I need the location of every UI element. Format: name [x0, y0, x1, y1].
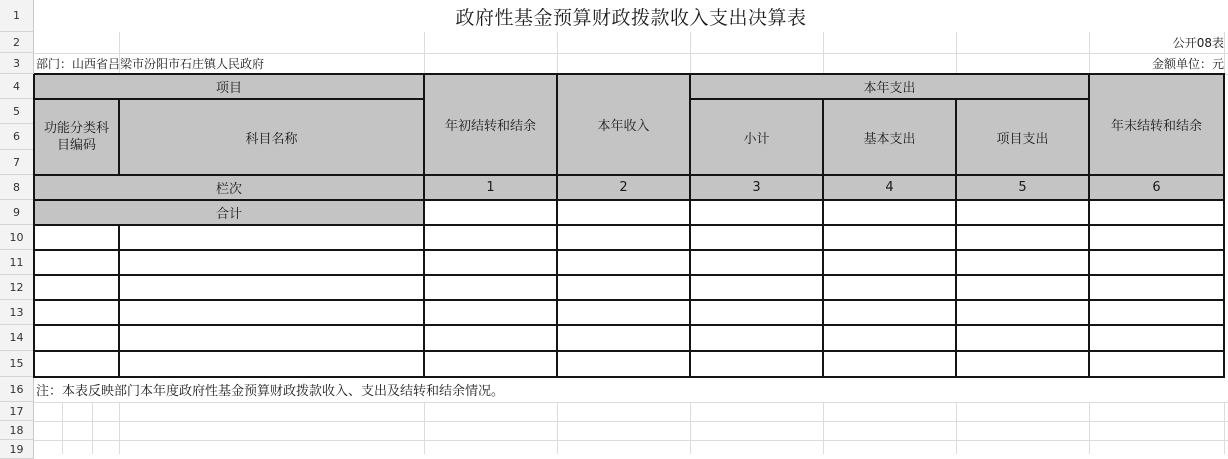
border-line [690, 98, 1090, 100]
border-line [423, 74, 425, 378]
data-cell[interactable] [34, 250, 119, 275]
grid-line [1224, 32, 1225, 74]
header-current-expense: 本年支出 [690, 74, 1089, 99]
data-cell[interactable] [34, 300, 119, 325]
row-number[interactable]: 11 [0, 250, 34, 275]
data-cell[interactable] [34, 275, 119, 300]
row-number[interactable]: 5 [0, 99, 34, 124]
data-cell[interactable] [557, 300, 690, 325]
data-cell[interactable] [690, 275, 823, 300]
department-label: 部门：山西省吕梁市汾阳市石庄镇人民政府 [36, 57, 265, 71]
data-cell[interactable] [823, 300, 956, 325]
border-line [34, 274, 1225, 276]
row-number[interactable]: 16 [0, 377, 34, 402]
row-number[interactable]: 13 [0, 300, 34, 325]
row-number[interactable]: 8 [0, 175, 34, 200]
data-cell[interactable] [424, 225, 557, 250]
grid-line [62, 402, 63, 454]
data-cell[interactable] [119, 275, 424, 300]
data-cell[interactable] [119, 351, 424, 377]
column-index-5: 5 [956, 175, 1089, 200]
column-index-4: 4 [823, 175, 956, 200]
column-index-6: 6 [1089, 175, 1224, 200]
grid-line [34, 421, 1228, 422]
data-cell[interactable] [424, 351, 557, 377]
data-cell[interactable] [1089, 250, 1224, 275]
data-cell[interactable] [424, 275, 557, 300]
border-line [34, 199, 1225, 201]
grid-line [92, 402, 93, 454]
data-cell[interactable] [956, 275, 1089, 300]
unit-label: 金额单位：元 [1151, 57, 1224, 71]
border-line [33, 74, 35, 378]
data-cell[interactable] [119, 300, 424, 325]
form-code: 公开08表 [1172, 36, 1224, 50]
grid-line [1224, 402, 1225, 454]
border-line [34, 73, 1225, 75]
header-opening-balance: 年初结转和结余 [424, 74, 557, 175]
data-cell[interactable] [823, 325, 956, 351]
header-basic-expense: 基本支出 [823, 99, 956, 175]
data-cell[interactable] [119, 325, 424, 351]
data-cell[interactable] [823, 250, 956, 275]
border-line [556, 74, 558, 378]
grid-line [557, 32, 558, 74]
column-index-2: 2 [557, 175, 690, 200]
data-cell[interactable] [557, 250, 690, 275]
data-cell[interactable] [690, 225, 823, 250]
row-number[interactable]: 6 [0, 124, 34, 150]
data-cell[interactable] [690, 351, 823, 377]
data-cell[interactable] [34, 325, 119, 351]
data-cell[interactable] [956, 250, 1089, 275]
border-line [689, 74, 691, 378]
data-cell[interactable] [956, 351, 1089, 377]
data-cell[interactable] [34, 225, 119, 250]
grid-line [956, 32, 957, 74]
data-cell[interactable] [823, 275, 956, 300]
row-number[interactable]: 9 [0, 200, 34, 225]
grid-line [956, 402, 957, 454]
header-current-income: 本年收入 [557, 74, 690, 175]
grid-line [1089, 402, 1090, 454]
data-cell[interactable] [557, 325, 690, 351]
grid-line [823, 402, 824, 454]
data-cell[interactable] [690, 325, 823, 351]
sheet-title: 政府性基金预算财政拨款收入支出决算表 [34, 0, 1228, 32]
column-index-label: 栏次 [34, 175, 424, 200]
row-number[interactable]: 18 [0, 421, 34, 440]
data-cell[interactable] [690, 300, 823, 325]
row-number[interactable]: 15 [0, 351, 34, 377]
row-number[interactable]: 3 [0, 53, 34, 74]
grid-line [690, 402, 691, 454]
border-line [118, 99, 120, 176]
header-subject-name: 科目名称 [119, 99, 424, 175]
row-number[interactable]: 10 [0, 225, 34, 250]
border-line [34, 324, 1225, 326]
border-line [34, 224, 1225, 226]
data-cell[interactable] [424, 250, 557, 275]
data-cell[interactable] [956, 225, 1089, 250]
data-cell[interactable] [557, 275, 690, 300]
column-index-3: 3 [690, 175, 823, 200]
border-line [34, 249, 1225, 251]
data-cell[interactable] [1089, 300, 1224, 325]
header-subtotal: 小计 [690, 99, 823, 175]
header-item: 项目 [34, 74, 424, 99]
grid-line [34, 440, 1228, 441]
grid-line [34, 402, 1228, 403]
row-number[interactable]: 14 [0, 325, 34, 351]
grid-line [424, 402, 425, 454]
grid-line [424, 32, 425, 74]
data-cell[interactable] [823, 200, 956, 225]
data-cell[interactable] [956, 325, 1089, 351]
border-line [34, 299, 1225, 301]
border-line [822, 99, 824, 378]
data-cell[interactable] [1089, 275, 1224, 300]
grid-line [119, 402, 120, 454]
data-cell[interactable] [1089, 225, 1224, 250]
border-line [118, 225, 120, 378]
total-label: 合计 [34, 200, 424, 225]
border-line [34, 174, 1225, 176]
column-index-1: 1 [424, 175, 557, 200]
border-line [34, 98, 425, 100]
border-line [1088, 74, 1090, 378]
header-func-code-text: 功能分类科目编码 [43, 121, 109, 153]
data-cell[interactable] [119, 250, 424, 275]
data-cell[interactable] [424, 325, 557, 351]
data-cell[interactable] [119, 225, 424, 250]
row-number[interactable]: 7 [0, 150, 34, 175]
data-cell[interactable] [424, 200, 557, 225]
row-number[interactable]: 1 [0, 0, 34, 32]
data-cell[interactable] [1089, 325, 1224, 351]
data-cell[interactable] [956, 200, 1089, 225]
data-cell[interactable] [690, 200, 823, 225]
grid-line [823, 32, 824, 74]
header-closing-balance: 年末结转和结余 [1089, 74, 1224, 175]
data-cell[interactable] [956, 300, 1089, 325]
border-line [1223, 74, 1225, 378]
grid-line [557, 402, 558, 454]
row-number[interactable]: 4 [0, 74, 34, 99]
data-cell[interactable] [424, 300, 557, 325]
grid-line [690, 32, 691, 74]
data-cell[interactable] [34, 351, 119, 377]
row-number[interactable]: 19 [0, 440, 34, 459]
data-cell[interactable] [557, 200, 690, 225]
data-cell[interactable] [1089, 351, 1224, 377]
footnote: 注：本表反映部门本年度政府性基金预算财政拨款收入、支出及结转和结余情况。 [36, 384, 505, 399]
data-cell[interactable] [1089, 200, 1224, 225]
header-project-expense: 项目支出 [956, 99, 1089, 175]
row-number[interactable]: 12 [0, 275, 34, 300]
row-number[interactable]: 17 [0, 402, 34, 421]
data-cell[interactable] [557, 225, 690, 250]
border-line [34, 350, 1225, 352]
data-cell[interactable] [557, 351, 690, 377]
data-cell[interactable] [823, 225, 956, 250]
border-line [955, 99, 957, 378]
header-func-code [34, 99, 119, 175]
data-cell[interactable] [690, 250, 823, 275]
row-number[interactable]: 2 [0, 32, 34, 53]
data-cell[interactable] [823, 351, 956, 377]
